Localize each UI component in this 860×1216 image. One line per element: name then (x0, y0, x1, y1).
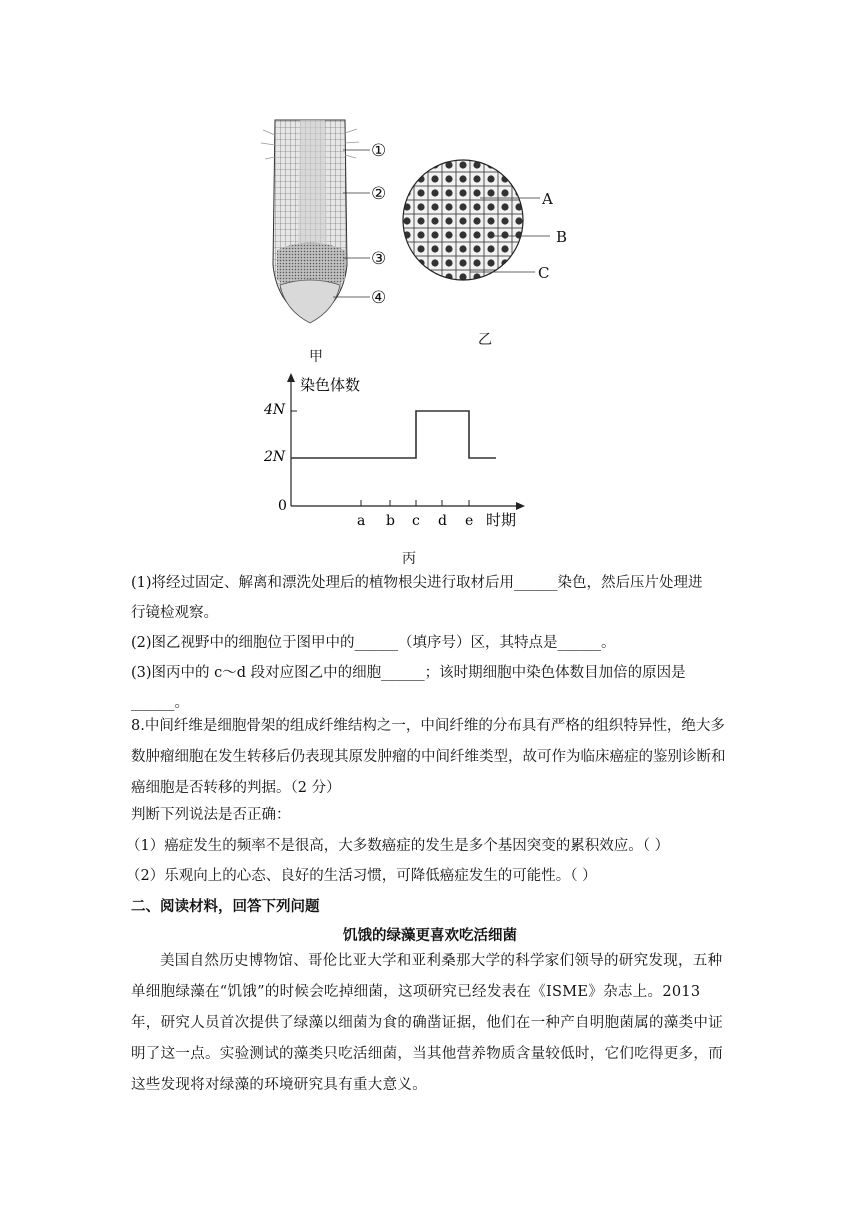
label-b: B (556, 228, 568, 246)
question-8-text: 8.中间纤维是细胞骨架的组成纤维结构之一，中间纤维的分布具有严格的组织特异性，绝大多数肿瘤细胞在发生转移后仍表现其原发肿瘤的中间纤维类型，故可作为临床癌症的鉴别诊断和癌细胞是否转移的判据。（2 分） (131, 718, 726, 796)
y-axis-label: 染色体数 (300, 376, 361, 394)
figure-bing-chart (260, 370, 535, 540)
x-tick-label-e: e (465, 513, 474, 529)
question-8-prompt: 判断下列说法是否正确： (131, 807, 291, 823)
marker-3: ③ (371, 249, 387, 269)
marker-4: ④ (371, 288, 387, 308)
question-3-line1: (3)图丙中的 c～d 段对应图乙中的细胞______；该时期细胞中染色体数目加倍的原因是 (131, 665, 686, 681)
article-body: 美国自然历史博物馆、哥伦比亚大学和亚利桑那大学的科学家们领导的研究发现，五种单细胞绿藻在“饥饿”的时候会吃掉细菌，这项研究已经发表在《ISME》杂志上。2013 年，研究人员首次提供了绿藻以细菌为食的确凿证据，他们在一种产自明胞菌属的藻类中证明了这一点。实验测试的藻类只吃活细菌，当其他营养物质含量较低时，它们吃得更多，而这些发现将对绿藻的环境研究具有重大意义。 (131, 953, 723, 1093)
caption-yi: 乙 (478, 332, 492, 348)
x-tick-label-d: d (438, 513, 447, 529)
figure-yi-microscope-view (400, 158, 560, 288)
y-tick-0: 0 (278, 498, 287, 514)
y-tick-4n: 4N (264, 402, 286, 418)
chromosome-series-line (291, 411, 496, 458)
question-2: (2)图乙视野中的细胞位于图甲中的______（填序号）区，其特点是______。 (131, 635, 616, 651)
question-1-line2: 行镜检观察。 (131, 605, 218, 621)
label-a: A (542, 190, 553, 208)
y-axis-arrow (287, 373, 295, 382)
caption-bing: 丙 (402, 551, 416, 567)
caption-jia: 甲 (309, 349, 323, 365)
y-tick-2n: 2N (264, 449, 286, 465)
x-axis-arrow (516, 502, 525, 510)
marker-1: ① (371, 141, 387, 161)
x-tick-label-b: b (386, 513, 395, 529)
x-tick-label-c: c (412, 513, 420, 529)
marker-2: ② (371, 184, 387, 204)
question-8-item-2: （2）乐观向上的心态、良好的生活习惯，可降低癌症发生的可能性。（ ） (126, 868, 597, 884)
x-axis-label: 时期 (486, 511, 517, 529)
article-title: 饥饿的绿藻更喜欢吃活细菌 (343, 927, 517, 944)
question-8-item-1: （1）癌症发生的频率不是很高，大多数癌症的发生是多个基因突变的累积效应。（ ） (126, 838, 670, 854)
label-c: C (538, 264, 550, 282)
question-3-line2: ______。 (131, 695, 189, 711)
section-2-heading: 二、阅读材料，回答下列问题 (131, 898, 320, 915)
x-tick-label-a: a (357, 513, 366, 529)
question-1-line1: (1)将经过固定、解离和漂洗处理后的植物根尖进行取材后用______染色，然后压片处理进 (131, 575, 703, 591)
